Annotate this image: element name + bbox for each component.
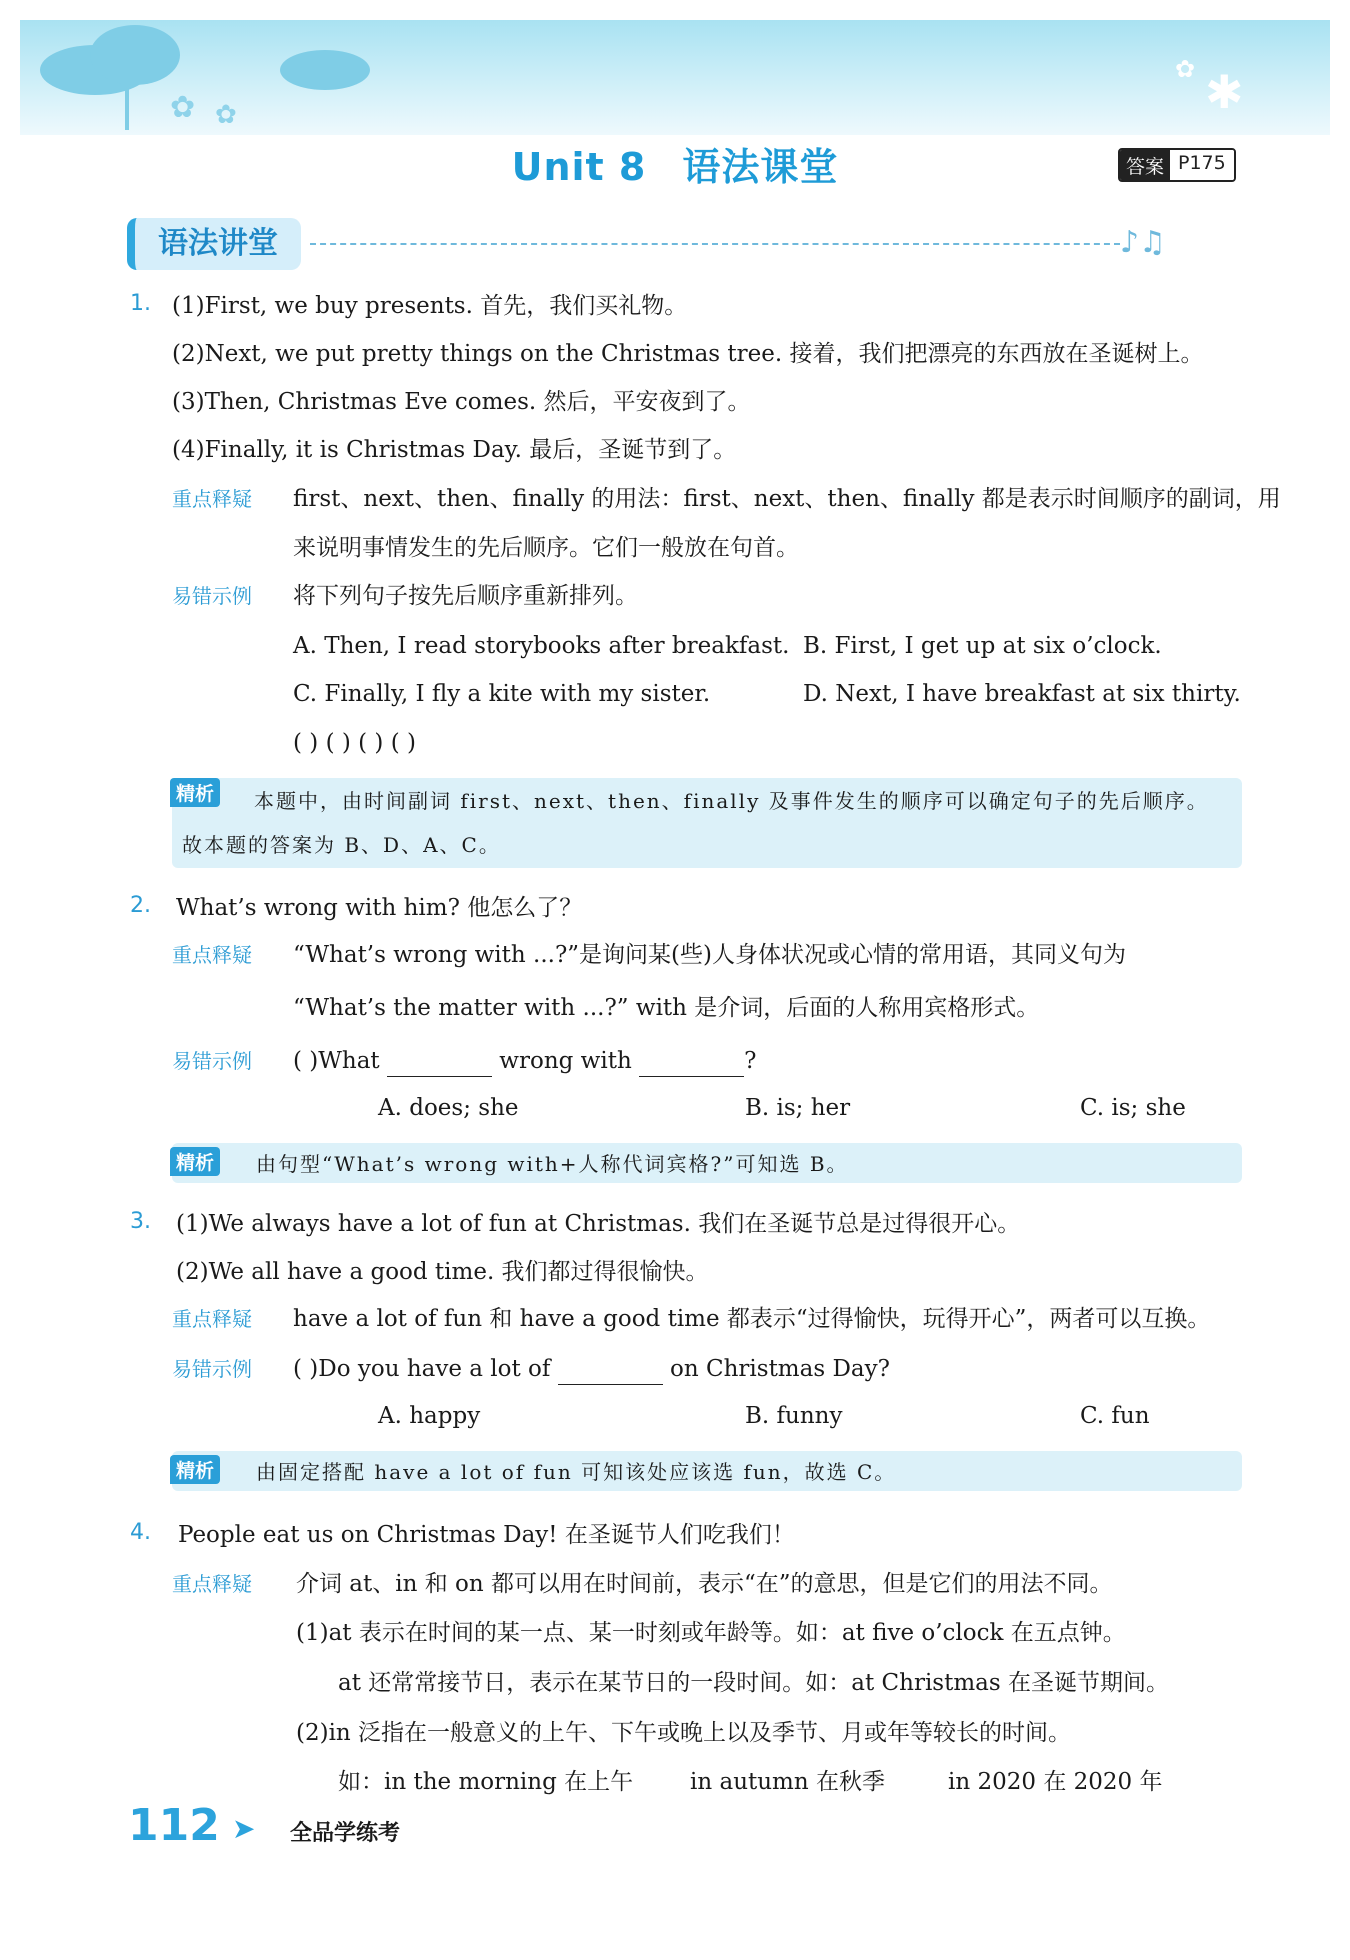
sentence-line: (2)We all have a good time. 我们都过得很愉快。 xyxy=(176,1259,709,1285)
book-name: 全品学练考 xyxy=(290,1821,401,1846)
example-item: in autumn 在秋季 xyxy=(690,1769,885,1795)
title-chinese: 语法课堂 xyxy=(682,145,839,189)
key-point-label: 重点释疑 xyxy=(172,943,252,967)
sentence-line: (2)Next, we put pretty things on the Christmas tree. 接着，我们把漂亮的东西放在圣诞树上。 xyxy=(172,341,1204,367)
analysis-text: 故本题的答案为 B、D、A、C。 xyxy=(182,833,501,857)
question-end: on Christmas Day? xyxy=(670,1356,890,1382)
question-mid: wrong with xyxy=(499,1048,632,1074)
flower-icon: ✿ xyxy=(215,100,237,130)
sentence-line: (1)First, we buy presents. 首先，我们买礼物。 xyxy=(172,293,688,319)
answer-brackets: ( ) ( ) ( ) ( ) xyxy=(293,730,416,756)
option-c: C. Finally, I fly a kite with my sister. xyxy=(293,681,711,707)
answer-label: 答案 xyxy=(1120,150,1170,180)
section-heading: 语法讲堂 xyxy=(127,218,301,270)
music-note-icon: ♪♫ xyxy=(1120,225,1167,260)
example-item: 如：in the morning 在上午 xyxy=(338,1769,634,1795)
option-a: A. happy xyxy=(378,1403,481,1429)
palm-icon: ✱ xyxy=(1205,65,1244,119)
key-point-text: at 还常常接节日，表示在某节日的一段时间。如：at Christmas 在圣诞节期间。 xyxy=(338,1670,1169,1696)
answer-blank[interactable] xyxy=(387,1054,492,1077)
option-a: A. does; she xyxy=(378,1095,519,1121)
key-point-label: 重点释疑 xyxy=(172,1307,252,1331)
question-end: ? xyxy=(744,1048,757,1074)
analysis-text: 由固定搭配 have a lot of fun 可知该处应该选 fun，故选 C。 xyxy=(256,1460,897,1484)
page-number: 112 xyxy=(128,1800,220,1851)
analysis-text: 本题中，由时间副词 first、next、then、finally 及事件发生的顺序可以确定句子的先后顺序。 xyxy=(254,789,1209,813)
analysis-box xyxy=(172,1143,1242,1183)
option-b: B. is; her xyxy=(745,1095,851,1121)
error-question xyxy=(293,1045,756,1077)
question-open: ( )What xyxy=(293,1048,380,1074)
answer-blank[interactable] xyxy=(558,1362,663,1385)
flower-icon: ✿ xyxy=(170,90,196,125)
item-number: 4. xyxy=(130,1520,151,1545)
key-point-text: 介词 at、in 和 on 都可以用在时间前，表示“在”的意思，但是它们的用法不同。 xyxy=(296,1571,1113,1597)
analysis-label: 精析 xyxy=(170,1147,220,1176)
analysis-label: 精析 xyxy=(170,778,220,807)
key-point-text: first、next、then、finally 的用法：first、next、then、finally 都是表示时间顺序的副词，用 xyxy=(293,486,1281,512)
key-point-text: “What’s the matter with ...?” with 是介词，后面的人称用宾格形式。 xyxy=(293,995,1040,1021)
flower-icon: ✿ xyxy=(1175,55,1196,83)
arrow-icon: ➤ xyxy=(232,1812,256,1845)
example-item: in 2020 在 2020 年 xyxy=(948,1769,1163,1795)
option-c: C. fun xyxy=(1080,1403,1150,1429)
key-point-text: have a lot of fun 和 have a good time 都表示“过得愉快，玩得开心”，两者可以互换。 xyxy=(293,1306,1211,1332)
key-point-text: (1)at 表示在时间的某一点、某一时刻或年龄等。如：at five o’clock 在五点钟。 xyxy=(296,1620,1126,1646)
sentence-line: People eat us on Christmas Day! 在圣诞节人们吃我们！ xyxy=(178,1522,795,1548)
option-c: C. is; she xyxy=(1080,1095,1186,1121)
sentence-line: (1)We always have a lot of fun at Christmas. 我们在圣诞节总是过得很开心。 xyxy=(176,1211,1021,1237)
error-example-label: 易错示例 xyxy=(172,1357,252,1381)
sentence-line: (3)Then, Christmas Eve comes. 然后，平安夜到了。 xyxy=(172,389,751,415)
option-b: B. funny xyxy=(745,1403,843,1429)
key-point-label: 重点释疑 xyxy=(172,487,252,511)
option-a: A. Then, I read storybooks after breakfast. xyxy=(293,633,790,659)
error-example-label: 易错示例 xyxy=(172,1049,252,1073)
flower-stem-icon xyxy=(125,75,129,130)
key-point-text: 来说明事情发生的先后顺序。它们一般放在句首。 xyxy=(293,535,799,561)
cloud-icon xyxy=(90,25,180,85)
error-example-label: 易错示例 xyxy=(172,584,252,608)
option-d: D. Next, I have breakfast at six thirty. xyxy=(803,681,1241,707)
error-example-prompt: 将下列句子按先后顺序重新排列。 xyxy=(293,583,638,609)
key-point-text: “What’s wrong with ...?”是询问某(些)人身体状况或心情的常用语，其同义句为 xyxy=(293,942,1126,968)
analysis-text: 由句型“What’s wrong with+人称代词宾格?”可知选 B。 xyxy=(256,1152,849,1176)
question-open: ( )Do you have a lot of xyxy=(293,1356,551,1382)
analysis-box xyxy=(172,1451,1242,1491)
title-unit: Unit 8 xyxy=(511,145,647,189)
key-point-label: 重点释疑 xyxy=(172,1572,252,1596)
answer-page: P175 xyxy=(1170,150,1234,180)
cloud-icon xyxy=(280,50,370,90)
sentence-line: (4)Finally, it is Christmas Day. 最后，圣诞节到了。 xyxy=(172,437,737,463)
error-question xyxy=(293,1353,890,1385)
analysis-box xyxy=(172,778,1242,868)
analysis-label: 精析 xyxy=(170,1455,220,1484)
key-point-text: (2)in 泛指在一般意义的上午、下午或晚上以及季节、月或年等较长的时间。 xyxy=(296,1720,1072,1746)
option-b: B. First, I get up at six o’clock. xyxy=(803,633,1162,659)
sentence-line: What’s wrong with him? 他怎么了？ xyxy=(176,895,583,921)
answer-badge xyxy=(1118,148,1236,182)
item-number: 3. xyxy=(130,1209,151,1234)
answer-blank[interactable] xyxy=(639,1054,744,1077)
header-banner xyxy=(20,20,1330,135)
item-number: 2. xyxy=(130,893,151,918)
section-divider xyxy=(310,243,1120,245)
item-number: 1. xyxy=(130,291,151,316)
